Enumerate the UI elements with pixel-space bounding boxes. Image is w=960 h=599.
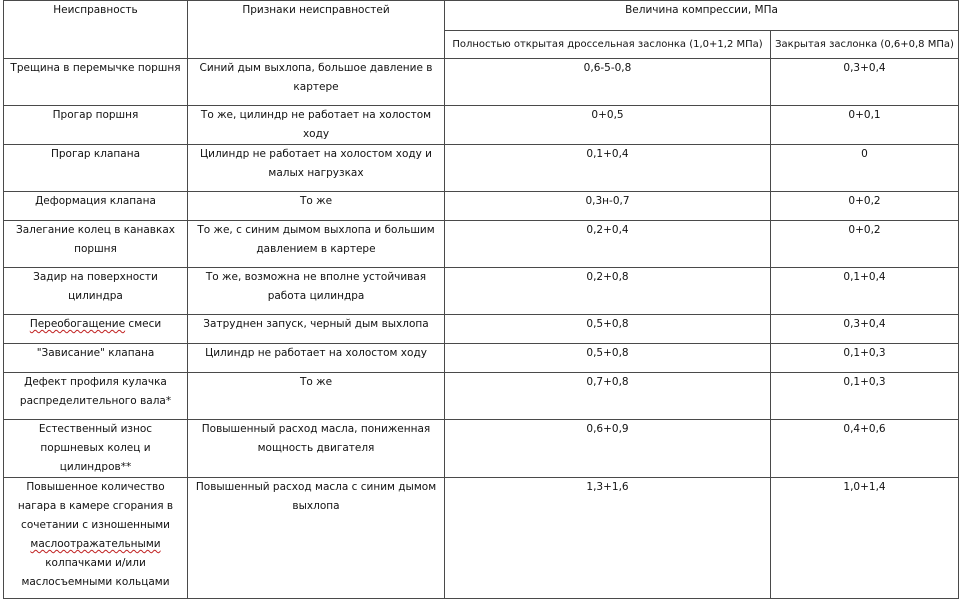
closed-value-cell: 0,3+0,4	[771, 59, 959, 106]
open-value-cell: 1,3+1,6	[445, 478, 771, 599]
table-row	[4, 315, 959, 344]
table-row	[4, 145, 959, 192]
table-row	[4, 344, 959, 373]
open-value-cell: 0,5+0,8	[445, 315, 771, 344]
compression-fault-table	[3, 0, 959, 599]
symptoms-cell: Повышенный расход масла с синим дымом выхлопа	[188, 478, 445, 599]
symptoms-cell: То же, возможна не вполне устойчивая работа цилиндра	[188, 268, 445, 315]
symptoms-cell: Синий дым выхлопа, большое давление в картере	[188, 59, 445, 106]
fault-cell: Деформация клапана	[4, 192, 188, 221]
fault-cell: Задир на поверхности цилиндра	[4, 268, 188, 315]
closed-value-cell: 0	[771, 145, 959, 192]
symptoms-cell: Затруднен запуск, черный дым выхлопа	[188, 315, 445, 344]
open-value-cell: 0,1+0,4	[445, 145, 771, 192]
fault-cell	[4, 315, 188, 344]
fault-cell: Естественный износ поршневых колец и цилиндров**	[4, 420, 188, 478]
closed-value-cell: 0+0,1	[771, 106, 959, 145]
closed-value-cell: 0,1+0,3	[771, 373, 959, 420]
fault-text-b: колпачками и/или маслосъемными кольцами	[21, 557, 170, 588]
table-row	[4, 192, 959, 221]
symptoms-cell: То же	[188, 192, 445, 221]
fault-text-a: Повышенное количество нагара в камере сгорания в сочетании с изношенными	[17, 481, 174, 531]
header-fault: Неисправность	[4, 1, 188, 59]
symptoms-cell: Повышенный расход масла, пониженная мощность двигателя	[188, 420, 445, 478]
table-row	[4, 373, 959, 420]
symptoms-cell: Цилиндр не работает на холостом ходу	[188, 344, 445, 373]
header-open-throttle: Полностью открытая дроссельная заслонка (1,0+1,2 МПа)	[445, 31, 771, 59]
header-compression: Величина компрессии, МПа	[445, 1, 959, 31]
fault-misspelled-word: Переобогащение	[29, 318, 126, 330]
fault-cell: Прогар клапана	[4, 145, 188, 192]
table-row	[4, 106, 959, 145]
open-value-cell: 0+0,5	[445, 106, 771, 145]
fault-cell	[4, 478, 188, 599]
fault-rest: смеси	[125, 318, 162, 330]
fault-cell: Трещина в перемычке поршня	[4, 59, 188, 106]
table-row	[4, 268, 959, 315]
open-value-cell: 0,2+0,4	[445, 221, 771, 268]
fault-cell: "Зависание" клапана	[4, 344, 188, 373]
symptoms-cell: Цилиндр не работает на холостом ходу и малых нагрузках	[188, 145, 445, 192]
symptoms-cell: То же, с синим дымом выхлопа и большим давлением в картере	[188, 221, 445, 268]
closed-value-cell: 0+0,2	[771, 221, 959, 268]
table-row	[4, 59, 959, 106]
fault-misspelled-word: маслоотражательными	[30, 538, 161, 550]
open-value-cell: 0,6-5-0,8	[445, 59, 771, 106]
table-row	[4, 420, 959, 478]
closed-value-cell: 0,1+0,3	[771, 344, 959, 373]
fault-cell: Залегание колец в канавках поршня	[4, 221, 188, 268]
open-value-cell: 0,2+0,8	[445, 268, 771, 315]
header-row	[4, 1, 959, 31]
closed-value-cell: 0+0,2	[771, 192, 959, 221]
open-value-cell: 0,7+0,8	[445, 373, 771, 420]
closed-value-cell: 0,4+0,6	[771, 420, 959, 478]
open-value-cell: 0,5+0,8	[445, 344, 771, 373]
header-symptoms: Признаки неисправностей	[188, 1, 445, 59]
open-value-cell: 0,6+0,9	[445, 420, 771, 478]
table-row	[4, 478, 959, 599]
symptoms-cell: То же, цилиндр не работает на холостом ходу	[188, 106, 445, 145]
closed-value-cell: 0,3+0,4	[771, 315, 959, 344]
symptoms-cell: То же	[188, 373, 445, 420]
closed-value-cell: 0,1+0,4	[771, 268, 959, 315]
closed-value-cell: 1,0+1,4	[771, 478, 959, 599]
fault-cell: Прогар поршня	[4, 106, 188, 145]
open-value-cell: 0,3н-0,7	[445, 192, 771, 221]
table-row	[4, 221, 959, 268]
header-closed-throttle: Закрытая заслонка (0,6+0,8 МПа)	[771, 31, 959, 59]
fault-cell: Дефект профиля кулачка распределительного вала*	[4, 373, 188, 420]
